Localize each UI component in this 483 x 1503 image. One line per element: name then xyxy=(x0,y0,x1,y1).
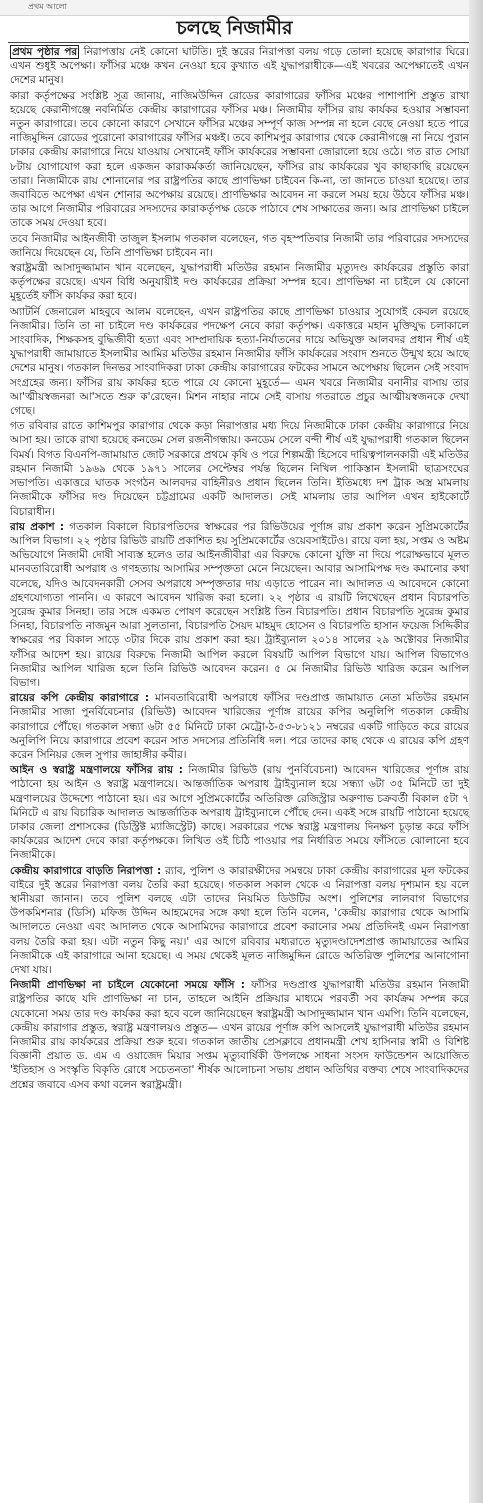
subheading-ministries: আইন ও স্বরাষ্ট্র মন্ত্রণালয়ে ফাঁসির রায় : xyxy=(10,764,183,777)
masthead-text: প্রথম আলো xyxy=(28,2,67,11)
paragraph-9 xyxy=(10,763,469,862)
paragraph-text: স্বরাষ্ট্রমন্ত্রী আসাদুজ্জামান খান বলেছেন, যুদ্ধাপরাধী মতিউর রহমান নিজামীর মৃত্যুদণ্ড কার্যকরের প্রস্তুতি কারা কর্তৃপক্ষের রয়েছে। এখন বিধি অনুযায়ীই দণ্ড কার্যকরের প্রক্রিয়া সম্পন্ন হবে। প্রাণভিক্ষা না চাইলে যে কোনো মুহূর্তেই ফাঁসি কার্যকর করা হবে। xyxy=(10,262,469,303)
paragraph-text: ফাঁসির দণ্ডপ্রাপ্ত যুদ্ধাপরাধী মতিউর রহমান নিজামী রাষ্ট্রপতির কাছে যদি প্রাণভিক্ষা না চান, তাহলে আইনি প্রক্রিয়ার মাধ্যমে পরবর্তী সব কার্যক্রম সম্পন্ন করে যেকোনো সময় তার দণ্ড কার্যকর করা হবে বলে জানিয়েছেন স্বরাষ্ট্রমন্ত্রী আসাদুজ্জামান খান এমপি। তিনি বলেছেন, কেন্দ্রীয় কারাগার প্রস্তুত, স্বরাষ্ট্র মন্ত্রণালয়ও প্রস্তুত— এখন রায়ের পূর্ণাঙ্গ কপি আসলেই যুদ্ধাপরাধী মতিউর রহমান নিজামীর রায় কার্যকরের প্রক্রিয়া শুরু হবে। গতকাল জাতীয় প্রেসক্লাবে প্রধানমন্ত্রী শেখ হাসিনার স্বামী ও বিশিষ্ট বিজ্ঞানী প্রয়াত ড. এম এ ওয়াজেদ মিয়ার সপ্তম মৃত্যুবার্ষিকী উপলক্ষে সাধনা সংসদ ফাউন্ডেশন আয়োজিত 'ইতিহাস ও সংস্কৃতি বিকৃতি রোধে সচেতনতা' শীর্ষক আলোচনা সভায় প্রধান অতিথির বক্তব্য শেষে সাংবাদিকদের প্রশ্নের জবাবে এসব কথা বলেন স্বরাষ্ট্রমন্ত্রী। xyxy=(10,979,470,1091)
paragraph-1 xyxy=(10,45,469,88)
masthead-strip xyxy=(0,0,483,16)
paragraph-text: নিরাপত্তায় নেই কোনো ঘাটতি। দুই স্তরের নিরাপত্তা বলয় গড়ে তোলা হয়েছে কারাগার ঘিরে। এখন শুধুই অপেক্ষা। ফাঁসির মঞ্চে কখন নেওয়া হবে কুখ্যাত এই যুদ্ধাপরাধীকে—এই খবরের অপেক্ষাতেই এখন দেশের মানুষ। xyxy=(10,46,469,87)
paragraph-2 xyxy=(10,89,469,231)
article-body xyxy=(10,45,469,1093)
paragraph-11 xyxy=(10,978,469,1092)
scrollbar[interactable] xyxy=(469,0,483,1503)
paragraph-text: র‌্যাব, পুলিশ ও কারারক্ষীদের সমন্বয়ে ঢাকা কেন্দ্রীয় কারাগারের মূল ফটকের বাইরে দুই স্তরের নিরাপত্তা বলয় তৈরি করা হয়েছে। গতকাল সকাল থেকে এ নিরাপত্তা বলয় দৃশ্যমান হয় বলে স্থানীয়রা জানান। তবে পুলিশ বলছে এটা তাদের নিয়মিত ডিউটির অংশ। পুলিশের লালবাগ বিভাগের উপকমিশনার (ডিসি) মফিজ উদ্দিন আহমেদের সঙ্গে কথা হলে তিনি বলেন, 'কেন্দ্রীয় কারাগার থেকে আসামি আদালতে নেওয়া এবং আদালত থেকে আসামিদের কারাগারে প্রবেশ করানোর সময় প্রতিদিনই এমন নিরাপত্তা বলয় তৈরি করা হয়। এটা নতুন কিছু নয়।' এর আগে রবিবার মধ্যরাতে মৃত্যুদণ্ডাদেশপ্রাপ্ত জামায়াতের আমির নিজামীকে এই কারাগারে আনা হয়েছে। এ সময় থেকেই মূলত নাজিমুদ্দিন রোডে অতিরিক্ত পুলিশের আনাগোনা দেখা যায়। xyxy=(10,864,469,976)
paragraph-text: কারা কর্তৃপক্ষের সংশ্লিষ্ট সূত্র জানায়, নাজিমউদ্দিন রোডের কারাগারের ফাঁসির মঞ্চের পাশাপাশি প্রস্তুত রাখা হয়েছে কেরানীগঞ্জে নবনির্মিত কেন্দ্রীয় কারাগারের ফাঁসির মঞ্চ। নিজামীর ফাঁসির রায় কার্যকর হওয়ার সম্ভাবনা নতুন কারাগারে। তবে কোনো কারণে সেখানে ফাঁসির মঞ্চের সম্পূর্ণ কাজ সম্পন্ন না হলে বেছে নেওয়া হতে পারে নাজিমুদ্দিন রোডের পুরোনো কারাগারের ফাঁসির মঞ্চই। তবে কাশিমপুর কারাগার থেকে কেরানীগঞ্জে না নিয়ে পুরান ঢাকার কেন্দ্রীয় কারাগারে নিয়ে যাওয়ায় সেখানেই ফাঁসি কার্যকরের সম্ভাবনা জোরালো হয়ে ওঠে। গত রাত সোয়া ৮টায় যোগাযোগ করা হলে একজন কারাকর্মকর্তা জানিয়েছেন, ফাঁসির রায় কার্যকরের খুব কাছাকাছি রয়েছেন তারা। নিজামীকে রায় শোনানোর পর রাষ্ট্রপতির কাছে প্রাণভিক্ষা চাইবেন কি-না, তা জানতে চাওয়া হয়েছে। তার জবাবিতে অপেক্ষা এখন শোনার অপেক্ষায় রয়েছে। প্রাণভিক্ষার আবেদন না করলে সময় হয়ে উঠবে ফাঁসির মঞ্চ। তার আগে নিজামীর পরিবারের সদস্যদের কারাকর্তৃপক্ষ ডেকে পাঠাবে শেষ সাক্ষাতের জন্য। আর প্রাণভিক্ষা চাইলে তাকে সময় দেওয়া হবে। xyxy=(10,89,469,230)
paragraph-text: গত রবিবার রাতে কাশিমপুর কারাগার থেকে কড়া নিরাপত্তার মধ্য দিয়ে নিজামীকে ঢাকা কেন্দ্রীয় কারাগারে নিয়ে আসা হয়। তাকে রাখা হয়েছে কনডেম সেল রজনীগন্ধায়। কনডেম সেলে বন্দী শীর্ষ এই যুদ্ধাপরাধী গতকাল ছিলেন বিমর্ষ। বিগত বিএনপি-জামায়াত জোট সরকারে প্রথমে কৃষি ও পরে শিল্পমন্ত্রী হিসেবে দায়িত্বপালনকারী এই মতিউর রহমান নিজামী ১৯৬৯ থেকে ১৯৭১ সালের সেপ্টেম্বর পর্যন্ত ছিলেন নিখিল পাকিস্তান ইসলামী ছাত্রসংঘের সভাপতি। একাত্তরে ঘাতক সংগঠন আলবদর বাহিনীরও প্রধান ছিলেন তিনি। ইতিমধ্যে দশ ট্রাক অস্ত্র মামলায় নিজামীকে ফাঁসির দণ্ড দিয়েছেন চট্টগ্রামের একটি আদালত। সেই মামলায় তার আপিল এখন হাইকোর্টে বিচারাধীন। xyxy=(10,420,469,518)
headline: চলছে নিজামীর xyxy=(176,17,293,39)
paragraph-text: মানবতাবিরোধী অপরাধে ফাঁসির দণ্ডপ্রাপ্ত জামায়াত নেতা মতিউর রহমান নিজামীর সাজা পুনর্বিবেচনার (রিভিউ) আবেদন খারিজের পূর্ণাঙ্গ রায়ের কপির অনুলিপি গতকাল কেন্দ্রীয় কারাগারে পৌঁছে। গতকাল সন্ধ্যা ৬টা ৫৫ মিনিটে ঢাকা মেট্রো-ঠ-৫৩-৮১২১ নম্বরের একটি গাড়িতে করে রায়ের অনুলিপি নিয়ে কারাগারে প্রবেশ করেন সাত সদস্যের প্রতিনিধি দল। পরে তাদের কাছ থেকে এ রায়ের কপি গ্রহণ করেন সিনিয়র জেল সুপার জাহাঙ্গীর কবীর। xyxy=(10,692,469,761)
headline-rule xyxy=(8,42,469,43)
paragraph-7 xyxy=(10,520,469,690)
paragraph-6 xyxy=(10,419,469,518)
paragraph-text: তবে নিজামীর আইনজীবী তাজুল ইসলাম গতকাল বলেছেন, গত বৃহস্পতিবার নিজামী তার পরিবারের সদস্যদের জানিয়ে দিয়েছেন যে, তিনি প্রাণভিক্ষা চাইবেন না। xyxy=(10,232,469,259)
paragraph-8 xyxy=(10,691,469,762)
paragraph-10 xyxy=(10,864,469,978)
subheading-verdict-copy: রায়ের কপি কেন্দ্রীয় কারাগারে : xyxy=(10,692,149,705)
paragraph-text: নিজামীর রিভিউ (রায় পুনর্বিবেচনা) আবেদন খারিজের পূর্ণাঙ্গ রায় পাঠানো হয় আইন ও স্বরাষ্ট্র মন্ত্রণালয়ে। আন্তর্জাতিক অপরাধ ট্রাইব্যুনাল হয়ে সন্ধ্যা ৬টা ৩৫ মিনিটে তা দুই মন্ত্রণালয়ের উদ্দেশ্যে পাঠানো হয়। এর আগে সুপ্রিমকোর্টের অতিরিক্ত রেজিস্ট্রার অরুণাভ চক্রবর্তী বিকাল ৫টা ৭ মিনিটে এ রায় বিচারিক আদালত আন্তর্জাতিক অপরাধ ট্রাইব্যুনালে পৌঁছে দেন। একই সঙ্গে রায়টি পাঠানো হয়েছে ঢাকার জেলা প্রশাসকের (ডিস্ট্রিক্ট ম্যাজিস্ট্রেট) কাছে। সরকারের পক্ষে স্বরাষ্ট্র মন্ত্রণালয় দিনক্ষণ চূড়ান্ত করে ফাঁসি কার্যকরের আদেশ দেবে কারা কর্তৃপক্ষকে। লিখিত ওই চিঠি পাওয়ার পর নির্ধারিত সময়ে ফাঁসিতে ঝোলানো হবে নিজামীকে। xyxy=(10,764,469,862)
subheading-execution: নিজামী প্রাণভিক্ষা না চাইলে যেকোনো সময়ে ফাঁসি : xyxy=(10,979,245,992)
paragraph-text: গতকাল বিকালে বিচারপতিদের স্বাক্ষরের পর রিভিউয়ের পূর্ণাঙ্গ রায় প্রকাশ করেন সুপ্রিমকোর্টের আপিল বিভাগ। ২২ পৃষ্ঠার রিভিউ রায়টি প্রকাশিত হয় সুপ্রিমকোর্টের ওয়েবসাইটেও। রায়ে বলা হয়, সপ্তম ও অষ্টম অভিযোগে নিজামী দোষী সাব্যস্ত হলেও তার আইনজীবীরা এর বিরুদ্ধে কোনো যুক্তি না দিয়ে পরোক্ষভাবে মূলত মানবতাবিরোধী অপরাধ ও গণহত্যায় আসামির সম্পৃক্ততা মেনে নিয়েছেন। আবার আসামিপক্ষ দণ্ড কমানোর কথা বলেছে, যদিও আবেদনকারী সেসব অপরাধে সম্পৃক্ততার দায় এড়াতে পারেন না। আদালত এ আবেদনে কোনো গ্রহণযোগ্যতা পাননি। এ কারণে আবেদন খারিজ করা হলো। ২২ পৃষ্ঠার এ রায়টি লিখেছেন প্রধান বিচারপতি সুরেন্দ্র কুমার সিনহা। তার সঙ্গে একমত পোষণ করেছেন সংশ্লিষ্ট তিন বিচারপতি। প্রধান বিচারপতি সুরেন্দ্র কুমার সিনহা, বিচারপতি নাজমুন আরা সুলতানা, বিচারপতি সৈয়দ মাহমুদ হোসেন ও বিচারপতি হাসান ফয়েজ সিদ্দিকীর স্বাক্ষরের পর বিকাল সাড়ে ৩টার দিকে রায় প্রকাশ করা হয়। ট্রাইব্যুনাল ২০১৪ সালের ২৯ অক্টোবর নিজামীর ফাঁসির আদেশ হয়। রায়ের বিরুদ্ধে নিজামী আপিল করলে বিষয়টি আপিল বিভাগে যায়। আপিল বিভাগেও নিজামীর আপিল খারিজ হলে তিনি রিভিউ আবেদন করেন। ৫ মে নিজামীর রিভিউ খারিজ করেন আপিল বিভাগ। xyxy=(10,520,469,689)
paragraph-5 xyxy=(10,305,469,419)
subheading-verdict-published: রায় প্রকাশ : xyxy=(10,520,65,533)
paragraph-text: অ্যাটর্নি জেনারেল মাহবুবে আলম বলেছেন, এখন রাষ্ট্রপতির কাছে প্রাণভিক্ষা চাওয়ার সুযোগই কেবল রয়েছে নিজামীর। তিনি তা না চাইলে দণ্ড কার্যকরের পদক্ষেপ নেবে কারা কর্তৃপক্ষ। একাত্তরে মহান মুক্তিযুদ্ধ চলাকালে সাংবাদিক, শিক্ষকসহ বুদ্ধিজীবী হত্যা এবং সাম্প্রদায়িক হত্যা-নির্যাতনের দায়ে অভিযুক্ত আলবদর প্রধান শীর্ষ এই যুদ্ধাপরাধী জামায়াতে ইসলামীর আমির মতিউর রহমান নিজামীর ফাঁসি কার্যকরের সংবাদ শুনতে উন্মুখ হয়ে আছে দেশের মানুষ। গতকাল দিনভর সাংবাদিকরা ঢাকা কেন্দ্রীয় কারাগারের ফটকের সামনে অপেক্ষায় ছিলেন সেই সংবাদ সংগ্রহের জন্য। ফাঁসির রায় কার্যকর হতে পারে যে কোনো মুহূর্তে— এমন খবরে নিজামীর বনানীর বাসায় তার আ'ত্মীয়স্বজনরা আ'সতে শুরু ক'রেছেন। মিশন নাহার নামে সেই বাসায় গতরাতে প্রচুর আত্মীয়স্বজনকে দেখা গেছে। xyxy=(10,305,469,418)
paragraph-3 xyxy=(10,232,469,260)
continuation-tag: প্রথম পৃষ্ঠার পর xyxy=(12,46,78,58)
paragraph-4 xyxy=(10,261,469,304)
subheading-security: কেন্দ্রীয় কারাগারে বাড়তি নিরাপত্তা : xyxy=(10,864,162,877)
